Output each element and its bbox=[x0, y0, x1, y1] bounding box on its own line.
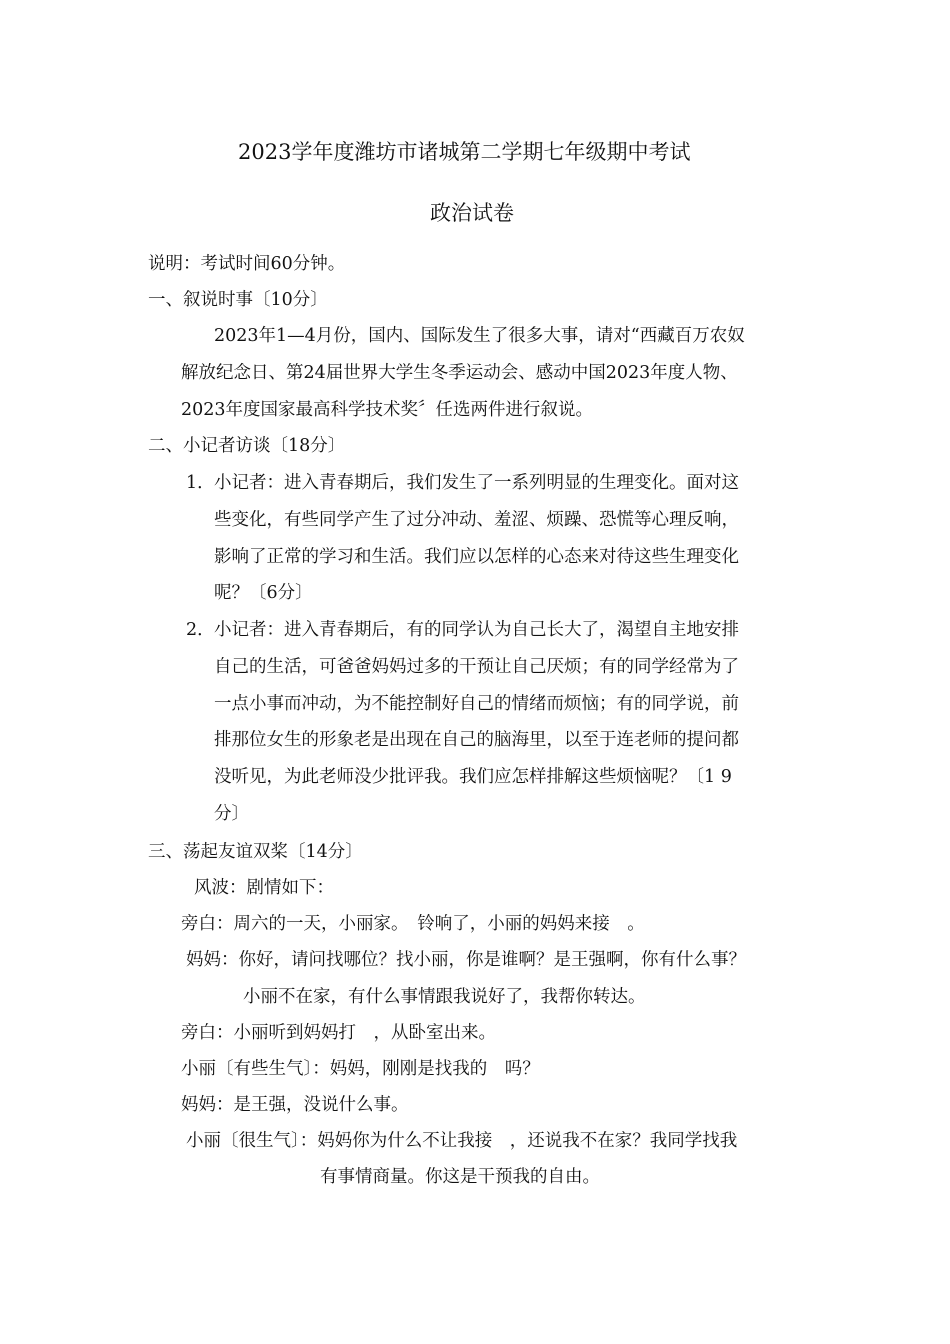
paragraph-line: 2023年度国家最高科学技术奖〞任选两件进行叙说。 bbox=[181, 400, 594, 420]
section-heading: 三、荡起友谊双桨〔14分〕 bbox=[148, 842, 363, 862]
script-line: 有事情商量。你这是干预我的自由。 bbox=[320, 1167, 600, 1187]
question-line: 自己的生活，可爸爸妈妈过多的干预让自己厌烦；有的同学经常为了 bbox=[214, 657, 739, 677]
exam-subtitle: 政治试卷 bbox=[430, 201, 514, 225]
script-line: 妈妈：你好，请问找哪位？找小丽，你是谁啊？是王强啊，你有什么事？ bbox=[186, 950, 746, 970]
instructions: 说明：考试时间60分钟。 bbox=[148, 254, 346, 274]
script-intro: 风波：剧情如下： bbox=[194, 878, 334, 898]
script-line: 小丽〔有些生气〕：妈妈，刚刚是找我的 吗？ bbox=[181, 1059, 540, 1079]
question-line: 小记者：进入青春期后，我们发生了一系列明显的生理变化。面对这 bbox=[214, 473, 739, 493]
question-line: 影响了正常的学习和生活。我们应以怎样的心态来对待这些生理变化 bbox=[214, 547, 739, 567]
question-line: 没听见，为此老师没少批评我。我们应怎样排解这些烦恼呢？〔1 9 bbox=[214, 767, 732, 787]
paragraph-line: 解放纪念日、第24届世界大学生冬季运动会、感动中国2023年度人物、 bbox=[181, 363, 738, 383]
section-heading: 二、小记者访谈〔18分〕 bbox=[148, 436, 346, 456]
paragraph-line: 2023年1—4月份，国内、国际发生了很多大事，请对“西藏百万农奴 bbox=[214, 326, 745, 346]
script-line: 小丽不在家，有什么事情跟我说好了，我帮你转达。 bbox=[243, 987, 646, 1007]
question-line: 一点小事而冲动，为不能控制好自己的情绪而烦恼；有的同学说，前 bbox=[214, 694, 739, 714]
question-line: 排那位女生的形象老是出现在自己的脑海里，以至于连老师的提问都 bbox=[214, 730, 739, 750]
question-line: 小记者：进入青春期后，有的同学认为自己长大了，渴望自主地安排 bbox=[214, 620, 739, 640]
section-heading: 一、叙说时事〔10分〕 bbox=[148, 290, 328, 310]
script-line: 旁白：周六的一天，小丽家。 铃响了，小丽的妈妈来接 。 bbox=[181, 914, 645, 934]
question-line: 些变化，有些同学产生了过分冲动、羞涩、烦躁、恐慌等心理反响， bbox=[214, 510, 739, 530]
question-number: 2． bbox=[186, 620, 215, 640]
script-line: 小丽〔很生气〕：妈妈你为什么不让我接 ，还说我不在家？我同学找我 bbox=[186, 1131, 738, 1151]
script-line: 妈妈：是王强，没说什么事。 bbox=[181, 1095, 409, 1115]
question-line: 分〕 bbox=[214, 804, 249, 824]
script-line: 旁白：小丽听到妈妈打 ，从卧室出来。 bbox=[181, 1023, 496, 1043]
question-line: 呢？〔6分〕 bbox=[214, 583, 313, 603]
exam-title: 2023学年度潍坊市诸城第二学期七年级期中考试 bbox=[238, 140, 691, 164]
question-number: 1． bbox=[186, 473, 215, 493]
